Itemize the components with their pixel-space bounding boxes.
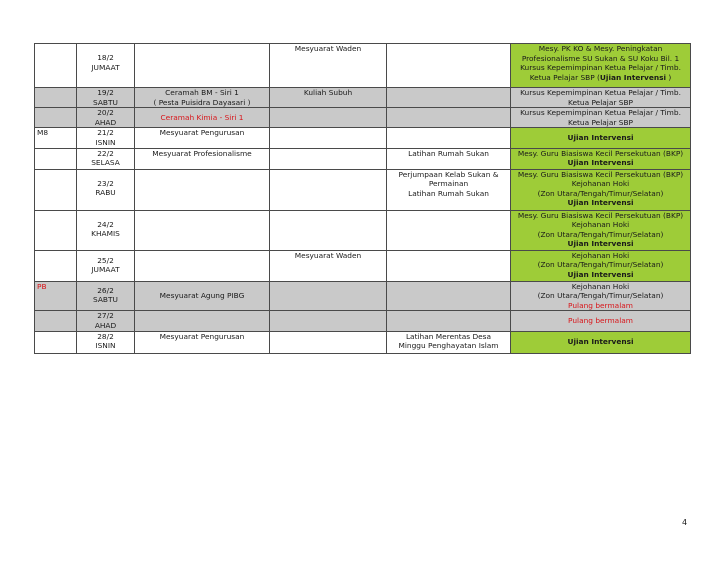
- activity-cell: [270, 169, 387, 210]
- program-cell: Ujian Intervensi: [511, 128, 691, 148]
- table-row: [35, 210, 691, 250]
- date-cell: 22/2 SELASA: [77, 148, 135, 169]
- week-cell: [35, 210, 77, 250]
- date-cell: 28/2 ISNIN: [77, 331, 135, 353]
- activity-cell: Mesyuarat Waden: [270, 44, 387, 88]
- week-cell: [35, 311, 77, 331]
- program-cell: Kursus Kepemimpinan Ketua Pelajar / Timb. Ketua Pelajar SBP: [511, 88, 691, 108]
- program-cell: Kursus Kepemimpinan Ketua Pelajar / Timb. Ketua Pelajar SBP: [511, 108, 691, 128]
- date-cell: 21/2 ISNIN: [77, 128, 135, 148]
- date-cell: 19/2 SABTU: [77, 88, 135, 108]
- program-cell: Mesy. PK KO & Mesy. Peningkatan Profesionalisme SU Sukan & SU Koku Bil. 1 Kursus Kepemimpinan Ketua Pelajar / Timb. Ketua Pelajar SBP (Ujian Intervensi ): [511, 44, 691, 88]
- activity-cell: [135, 250, 270, 281]
- table-row: [35, 281, 691, 311]
- week-cell: [35, 148, 77, 169]
- activity-cell: Mesyuarat Pengurusan: [135, 331, 270, 353]
- activity-cell: [270, 128, 387, 148]
- activity-cell: [387, 108, 511, 128]
- date-cell: 27/2 AHAD: [77, 311, 135, 331]
- activity-cell: [135, 311, 270, 331]
- activity-cell: [270, 331, 387, 353]
- activity-cell: [135, 210, 270, 250]
- activity-cell: [387, 311, 511, 331]
- page-number: 4: [682, 518, 688, 527]
- table-row: [35, 148, 691, 169]
- activity-cell: [270, 108, 387, 128]
- activity-cell: [270, 311, 387, 331]
- week-cell: PB: [35, 281, 77, 311]
- activity-cell: Mesyuarat Waden: [270, 250, 387, 281]
- activity-cell: [270, 148, 387, 169]
- program-cell: Kejohanan Hoki (Zon Utara/Tengah/Timur/Selatan) Ujian Intervensi: [511, 250, 691, 281]
- activity-cell: Ceramah BM - Siri 1 ( Pesta Puisidra Dayasari ): [135, 88, 270, 108]
- schedule-body: [35, 44, 691, 354]
- date-cell: 26/2 SABTU: [77, 281, 135, 311]
- table-row: [35, 128, 691, 148]
- activity-cell: [135, 169, 270, 210]
- week-cell: M8: [35, 128, 77, 148]
- table-row: [35, 331, 691, 353]
- table-row: [35, 88, 691, 108]
- program-cell: Mesy. Guru Biasiswa Kecil Persekutuan (BKP) Kejohanan Hoki (Zon Utara/Tengah/Timur/Selatan) Ujian Intervensi: [511, 210, 691, 250]
- activity-cell: [387, 128, 511, 148]
- program-cell: Mesy. Guru Biasiswa Kecil Persekutuan (BKP) Kejohanan Hoki (Zon Utara/Tengah/Timur/Selatan) Ujian Intervensi: [511, 169, 691, 210]
- activity-cell: Mesyuarat Agung PIBG: [135, 281, 270, 311]
- date-cell: 25/2 JUMAAT: [77, 250, 135, 281]
- program-cell: Ujian Intervensi: [511, 331, 691, 353]
- program-cell: Mesy. Guru Biasiswa Kecil Persekutuan (BKP) Ujian Intervensi: [511, 148, 691, 169]
- activity-cell: [270, 210, 387, 250]
- table-row: [35, 311, 691, 331]
- activity-cell: Kuliah Subuh: [270, 88, 387, 108]
- activity-cell: [135, 44, 270, 88]
- date-cell: 18/2 JUMAAT: [77, 44, 135, 88]
- table-row: [35, 108, 691, 128]
- week-cell: [35, 331, 77, 353]
- activity-cell: [387, 250, 511, 281]
- week-cell: [35, 44, 77, 88]
- activity-cell: [270, 281, 387, 311]
- week-cell: [35, 108, 77, 128]
- activity-cell: [387, 281, 511, 311]
- week-cell: [35, 250, 77, 281]
- week-cell: [35, 88, 77, 108]
- activity-cell: Latihan Rumah Sukan: [387, 148, 511, 169]
- activity-cell: Perjumpaan Kelab Sukan & Permainan Latihan Rumah Sukan: [387, 169, 511, 210]
- activity-cell: [387, 210, 511, 250]
- activity-cell: [387, 88, 511, 108]
- table-row: [35, 169, 691, 210]
- activity-cell: [387, 44, 511, 88]
- activity-cell: Mesyuarat Profesionalisme: [135, 148, 270, 169]
- table-row: [35, 250, 691, 281]
- activity-cell: Mesyuarat Pengurusan: [135, 128, 270, 148]
- program-cell: Pulang bermalam: [511, 311, 691, 331]
- schedule-table: [34, 43, 691, 354]
- week-cell: [35, 169, 77, 210]
- table-row: [35, 44, 691, 88]
- date-cell: 20/2 AHAD: [77, 108, 135, 128]
- date-cell: 23/2 RABU: [77, 169, 135, 210]
- date-cell: 24/2 KHAMIS: [77, 210, 135, 250]
- activity-cell: Latihan Merentas Desa Minggu Penghayatan Islam: [387, 331, 511, 353]
- activity-cell: Ceramah Kimia - Siri 1: [135, 108, 270, 128]
- program-cell: Kejohanan Hoki (Zon Utara/Tengah/Timur/Selatan) Pulang bermalam: [511, 281, 691, 311]
